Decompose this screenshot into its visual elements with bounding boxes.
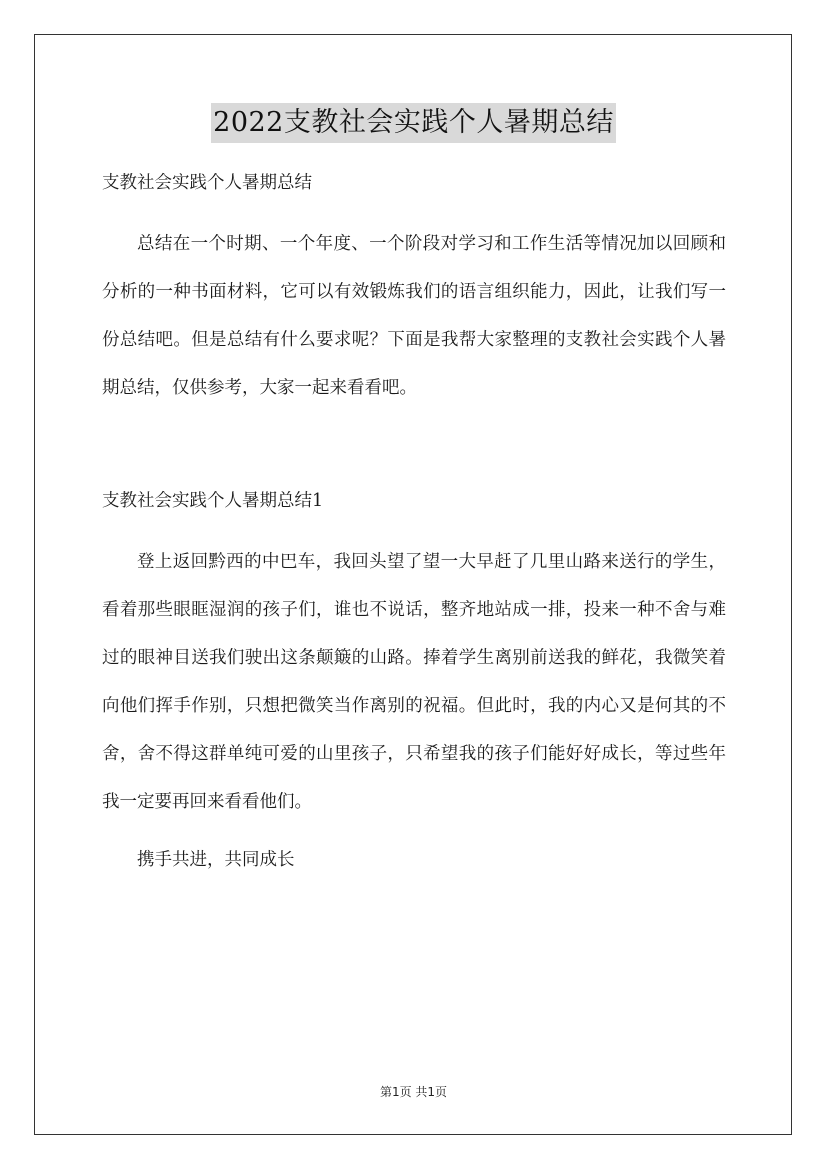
paragraph: 登上返回黔西的中巴车，我回头望了望一大早赶了几里山路来送行的学生，看着那些眼眶湿润的孩子们，谁也不说话，整齐地站成一排，投来一种不舍与难过的眼神目送我们驶出这条颠簸的山路。捧着学生离别前送我的鲜花，我微笑着向他们挥手作别，只想把微笑当作离别的祝福。但此时，我的内心又是何其的不舍，舍不得这群单纯可爱的山里孩子，只希望我的孩子们能好好成长，等过些年我一定要再回来看看他们。 — [102, 552, 726, 812]
title-container — [0, 103, 827, 143]
section-heading: 支教社会实践个人暑期总结 — [102, 173, 312, 193]
page-footer: 第1页 共1页 — [379, 1085, 448, 1099]
paragraph: 总结在一个时期、一个年度、一个阶段对学习和工作生活等情况加以回顾和分析的一种书面材料，它可以有效锻炼我们的语言组织能力，因此，让我们写一份总结吧。但是总结有什么要求呢？下面是我帮大家整理的支教社会实践个人暑期总结，仅供参考，大家一起来看看吧。 — [102, 234, 726, 398]
section-heading: 支教社会实践个人暑期总结1 — [102, 491, 324, 511]
paragraph: 携手共进，共同成长 — [137, 850, 295, 870]
document-body — [102, 170, 726, 884]
document-title: 2022支教社会实践个人暑期总结 — [211, 103, 616, 143]
